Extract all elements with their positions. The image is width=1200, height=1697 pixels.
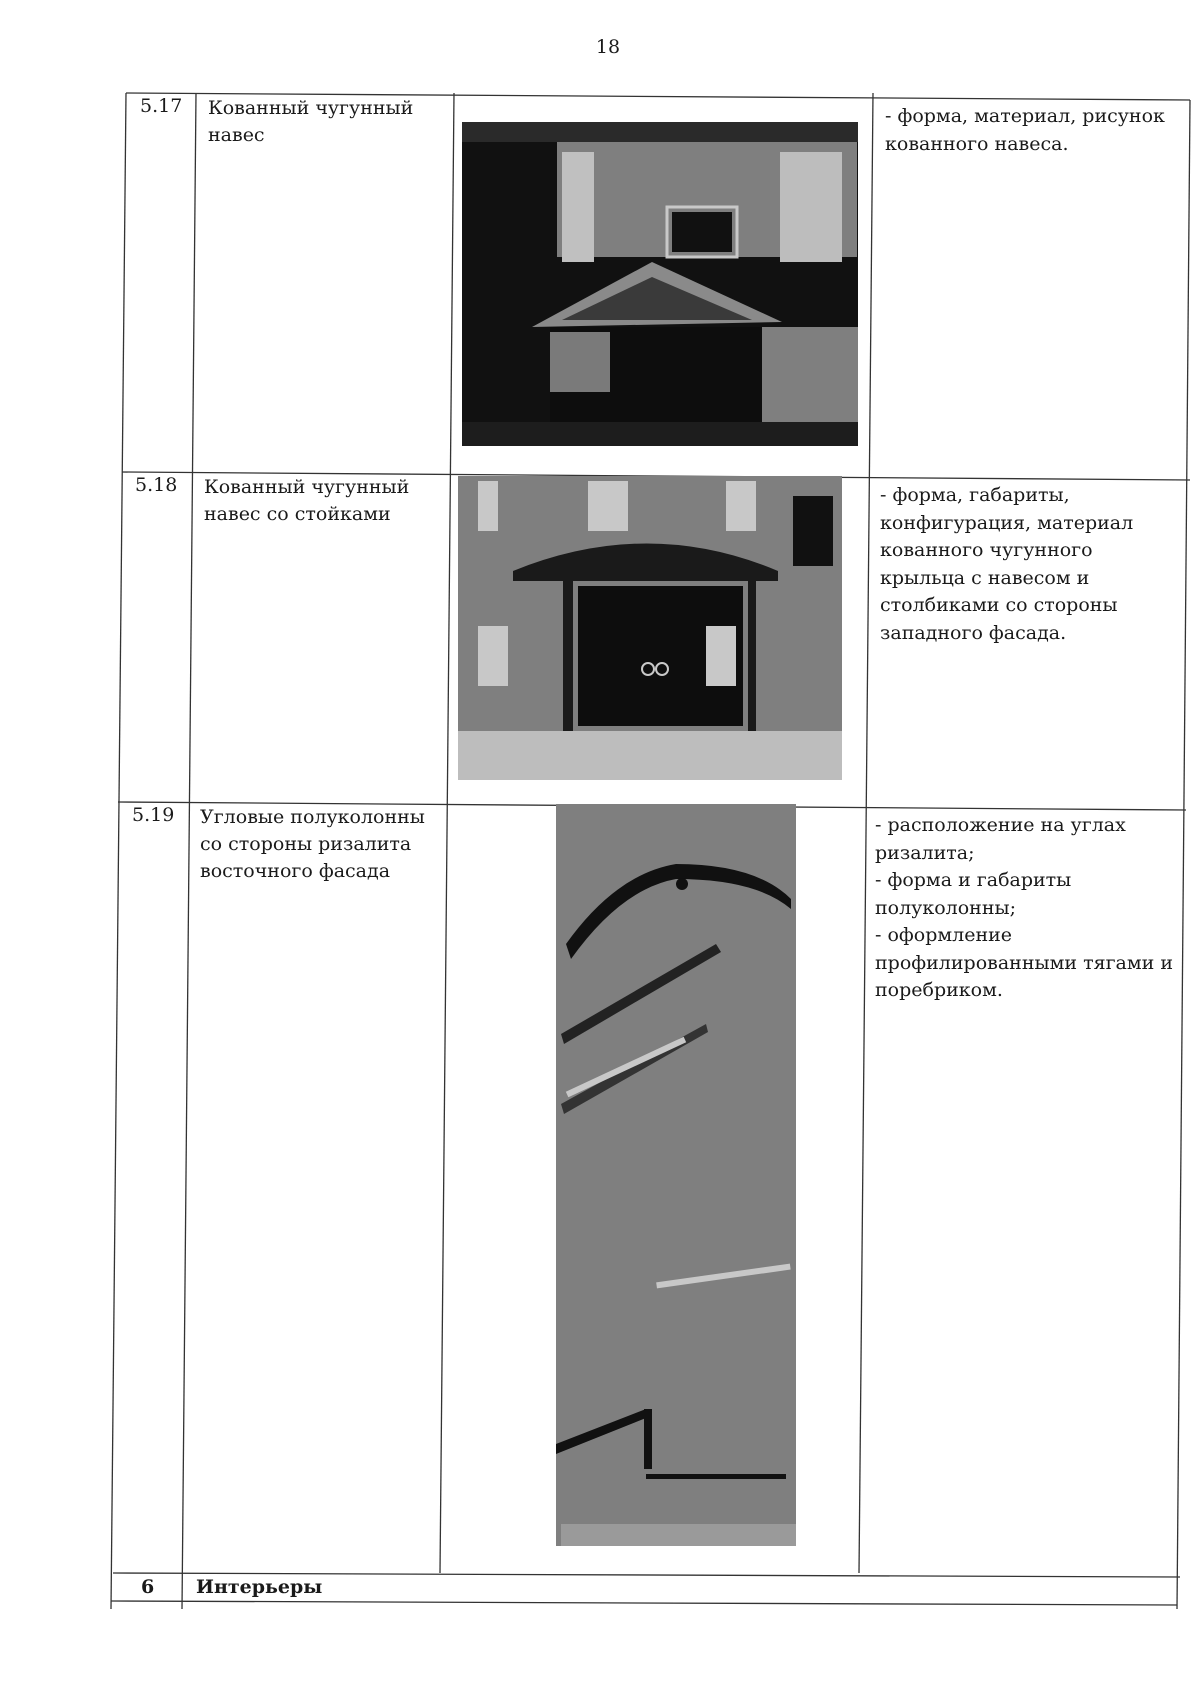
section-number: 6 [141, 1576, 155, 1598]
row-desc-5-19 [875, 812, 1175, 1005]
col-divider-3 [859, 93, 873, 1573]
photo-forged-canopy [462, 122, 858, 446]
section-title: Интерьеры [196, 1576, 323, 1598]
row-desc-5-17: - форма, материал, рисунок кованного навеса. [885, 105, 1165, 155]
row-number-5-18: 5.18 [135, 474, 178, 496]
photo-corner-half-columns [556, 804, 796, 1546]
photo-canopy-with-posts [458, 476, 842, 780]
col-divider-1 [182, 93, 196, 1609]
col-divider-2 [440, 93, 454, 1573]
row-name-5-18: Кованный чугунный навес со стойками [204, 476, 410, 525]
row-name-5-19: Угловые полуколонны со стороны ризалита восточного фасада [200, 806, 425, 882]
row-number-5-19: 5.19 [132, 804, 175, 826]
table-left-border [111, 93, 126, 1609]
row-number-5-17: 5.17 [140, 95, 183, 117]
page-number: 18 [595, 36, 621, 58]
row-name-5-17: Кованный чугунный навес [208, 97, 414, 146]
desc-line: - оформление профилированными тягами и поребриком. [875, 924, 1174, 1001]
table-right-border [1177, 100, 1190, 1609]
desc-line: - расположение на углах ризалита; [875, 814, 1126, 864]
desc-line: - форма и габариты полуколонны; [875, 869, 1072, 919]
table-bottom-border [111, 1601, 1177, 1605]
row-desc-5-18: - форма, габариты, конфигурация, материал кованного чугунного крыльца с навесом и столбиками со стороны западного фасада. [880, 484, 1134, 644]
